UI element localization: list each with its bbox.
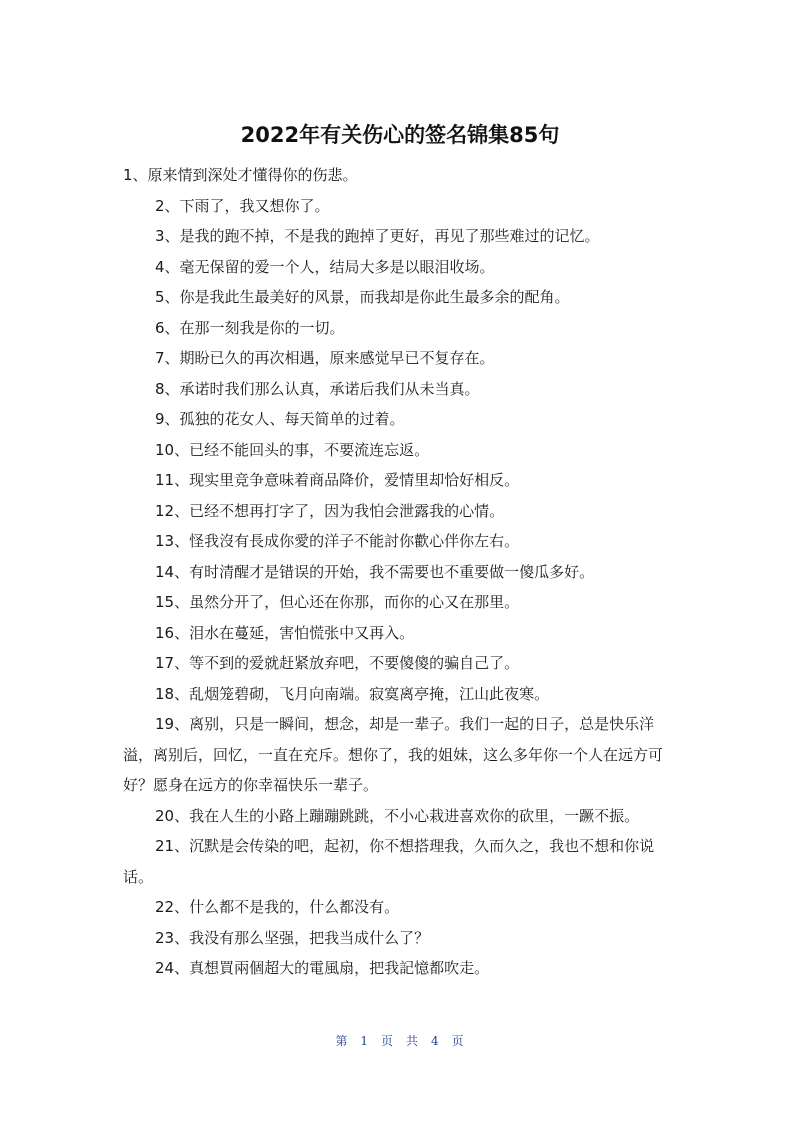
list-item: 9、孤独的花女人、每天简单的过着。 [155, 410, 405, 428]
list-item: 20、我在人生的小路上蹦蹦跳跳，不小心栽进喜欢你的砍里，一蹶不振。 [155, 806, 640, 825]
list-item: 1、原来情到深处才懂得你的伤悲。 [123, 166, 358, 184]
list-item: 15、虽然分开了，但心还在你那，而你的心又在那里。 [155, 593, 520, 611]
list-item: 4、毫无保留的爱一个人，结局大多是以眼泪收场。 [155, 257, 495, 276]
list-item: 18、乱烟笼碧砌，飞月向南端。寂寞离亭掩，江山此夜寒。 [155, 684, 550, 703]
list-item: 24、真想買兩個超大的電風扇，把我記憶都吹走。 [155, 959, 490, 977]
page-unit: 页 [380, 1034, 394, 1048]
document-body [123, 160, 683, 984]
list-item: 13、怪我沒有長成你愛的洋子不能討你歡心伴你左右。 [155, 532, 520, 550]
list-item: 12、已经不想再打字了，因为我怕会泄露我的心情。 [155, 501, 505, 520]
list-item: 3、是我的跑不掉，不是我的跑掉了更好，再见了那些难过的记忆。 [155, 227, 600, 245]
page-number: 1 [360, 1034, 369, 1048]
list-item: 2、下雨了，我又想你了。 [155, 196, 330, 215]
list-item: 5、你是我此生最美好的风景，而我却是你此生最多余的配角。 [155, 288, 570, 306]
total-pages: 4 [431, 1034, 440, 1048]
list-item: 8、承诺时我们那么认真，承诺后我们从未当真。 [155, 379, 480, 398]
list-item: 17、等不到的爱就赶紧放弃吧，不要傻傻的骗自己了。 [155, 654, 520, 672]
list-item: 21、沉默是会传染的吧，起初，你不想搭理我，久而久之，我也不想和你说话。 [123, 837, 655, 886]
list-item: 7、期盼已久的再次相遇，原来感觉早已不复存在。 [155, 349, 495, 367]
list-item: 6、在那一刻我是你的一切。 [155, 318, 345, 337]
total-unit: 页 [451, 1034, 465, 1048]
list-item: 23、我没有那么坚强，把我当成什么了？ [155, 928, 430, 947]
list-item: 10、已经不能回头的事，不要流连忘返。 [155, 440, 430, 459]
page-title: 2022年有关伤心的签名锦集85句 [240, 123, 560, 147]
total-label: 共 [406, 1034, 420, 1048]
list-item: 14、有时清醒才是错误的开始，我不需要也不重要做一傻瓜多好。 [155, 562, 595, 581]
list-item: 16、泪水在蔓延，害怕慌张中又再入。 [155, 623, 415, 642]
list-item: 22、什么都不是我的，什么都没有。 [155, 898, 400, 916]
list-item: 11、现实里竞争意味着商品降价，爱情里却恰好相反。 [155, 471, 520, 489]
page-label: 第 [335, 1034, 349, 1048]
list-item: 19、离别，只是一瞬间，想念，却是一辈子。我们一起的日子，总是快乐洋溢，离别后，回忆，一直在充斥。想你了，我的姐妹，这么多年你一个人在远方可好？愿身在远方的你幸福快乐一辈子。 [123, 715, 664, 794]
page-footer [0, 1031, 800, 1051]
